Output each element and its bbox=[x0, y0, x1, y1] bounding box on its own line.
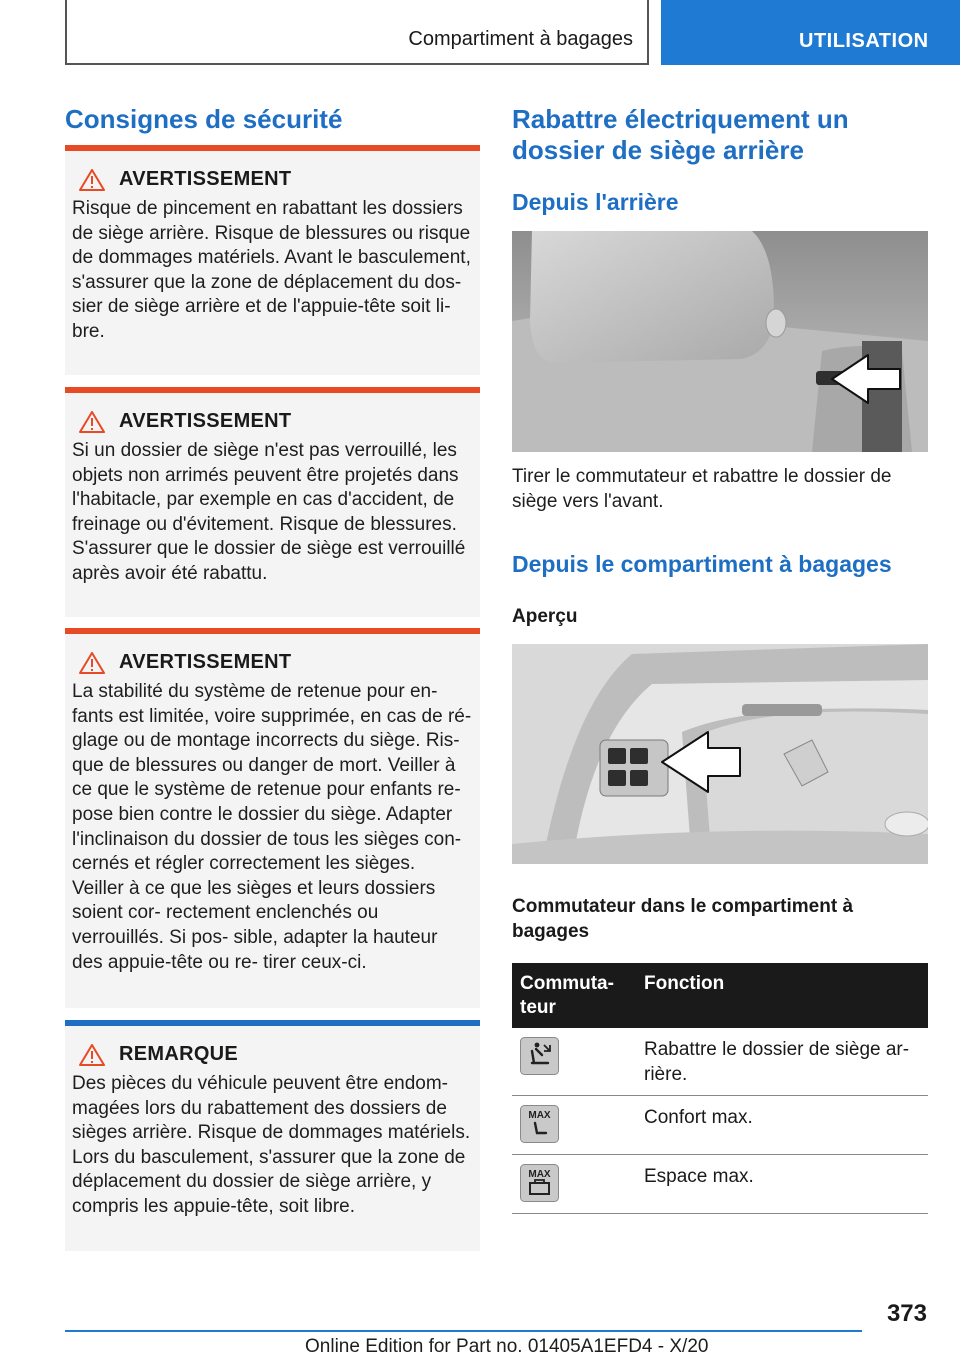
notice-box bbox=[65, 1020, 480, 1251]
warning-label: AVERTISSEMENT bbox=[119, 410, 292, 432]
notice-label: REMARQUE bbox=[119, 1043, 239, 1065]
page-number: 373 bbox=[886, 1300, 927, 1327]
fold-seat-heading: Rabattre électriquement un dossier de siège arrière bbox=[512, 104, 849, 165]
warning-text: La stabilité du système de retenue pour en‐ fants est limitée, voire supprimée, en cas de ré‐ glage ou de montage incorrects du siège. Ris‐ que de blessures ou danger de mort. Veiller à ce que le système de retenue pour enfants re‐ pose bien contre le dossier du siège. Adapter l'inclinaison du dossier de tous les sièges con‐ cernés et régler correctement les sièges. Veiller à ce que les sièges et leurs dossiers soient cor‐ rectement enclenchés ou verrouillés. Si pos‐ sible, adapter la hauteur des appuie-tête ou re‐ tirer ceux-ci. bbox=[72, 681, 472, 973]
edition-footer: Online Edition for Part no. 01405A1EFD4 - X/20 bbox=[305, 1336, 709, 1357]
table-row bbox=[512, 1028, 928, 1096]
warning-triangle-icon bbox=[79, 652, 105, 674]
footer-divider bbox=[65, 1330, 862, 1332]
svg-text:MAX: MAX bbox=[528, 1169, 551, 1180]
switch-function-table bbox=[512, 963, 928, 1214]
warning-text: Risque de pincement en rabattant les dossiers de siège arrière. Risque de blessures ou risque de dommages matériels. Avant le basculement, s'assurer que la zone de déplacement du dos‐ sier de siège arrière et de l'appuie-tête soit li‐ bre. bbox=[72, 198, 471, 342]
header-section-box bbox=[661, 0, 960, 65]
notice-text: Des pièces du véhicule peuvent être endom‐ magées lors du rabattement des dossiers de sièges arrière. Risque de dommages matériels. Lors du basculement, s'assurer que la zone de déplacement du dossier de siège arrière, y compris les appuie-tête, soit libre. bbox=[72, 1073, 471, 1217]
trunk-switch-photo bbox=[512, 644, 928, 864]
max-comfort-icon bbox=[520, 1105, 559, 1143]
column-header-function: Fonction bbox=[636, 963, 928, 1028]
section-title: UTILISATION bbox=[799, 30, 929, 52]
from-rear-instructions: Tirer le commutateur et rabattre le dossier de siège vers l'avant. bbox=[512, 466, 892, 512]
chapter-title: Compartiment à bagages bbox=[408, 28, 633, 50]
seat-fold-icon bbox=[520, 1037, 559, 1075]
function-text: Espace max. bbox=[636, 1155, 928, 1214]
function-text: Confort max. bbox=[636, 1096, 928, 1155]
warning-box-1 bbox=[65, 145, 480, 375]
header-chapter-box bbox=[65, 0, 649, 65]
from-rear-heading: Depuis l'arrière bbox=[512, 189, 679, 215]
table-row bbox=[512, 1096, 928, 1155]
safety-heading: Consignes de sécurité bbox=[65, 104, 343, 134]
switch-caption: Commutateur dans le compartiment à bagages bbox=[512, 896, 854, 942]
svg-text:MAX: MAX bbox=[528, 1110, 551, 1121]
warning-box-2 bbox=[65, 387, 480, 617]
warning-label: AVERTISSEMENT bbox=[119, 651, 292, 673]
warning-box-3 bbox=[65, 628, 480, 1008]
rear-seat-photo bbox=[512, 231, 928, 452]
warning-text: Si un dossier de siège n'est pas verrouillé, les objets non arrimés peuvent être projetés dans l'habitacle, par exemple en cas d'accident, de freinage ou d'évitement. Risque de blessures. S'assurer que le dossier de siège est verrouillé après avoir été rabattu. bbox=[72, 440, 466, 584]
from-trunk-heading: Depuis le compartiment à bagages bbox=[512, 551, 892, 577]
warning-triangle-icon bbox=[79, 1044, 105, 1066]
warning-triangle-icon bbox=[79, 411, 105, 433]
function-text: Rabattre le dossier de siège ar‐ rière. bbox=[636, 1028, 928, 1096]
warning-label: AVERTISSEMENT bbox=[119, 168, 292, 190]
column-header-switch: Commuta‐ teur bbox=[512, 963, 636, 1028]
max-space-icon bbox=[520, 1164, 559, 1202]
overview-label: Aperçu bbox=[512, 606, 578, 627]
table-row bbox=[512, 1155, 928, 1214]
warning-triangle-icon bbox=[79, 169, 105, 191]
